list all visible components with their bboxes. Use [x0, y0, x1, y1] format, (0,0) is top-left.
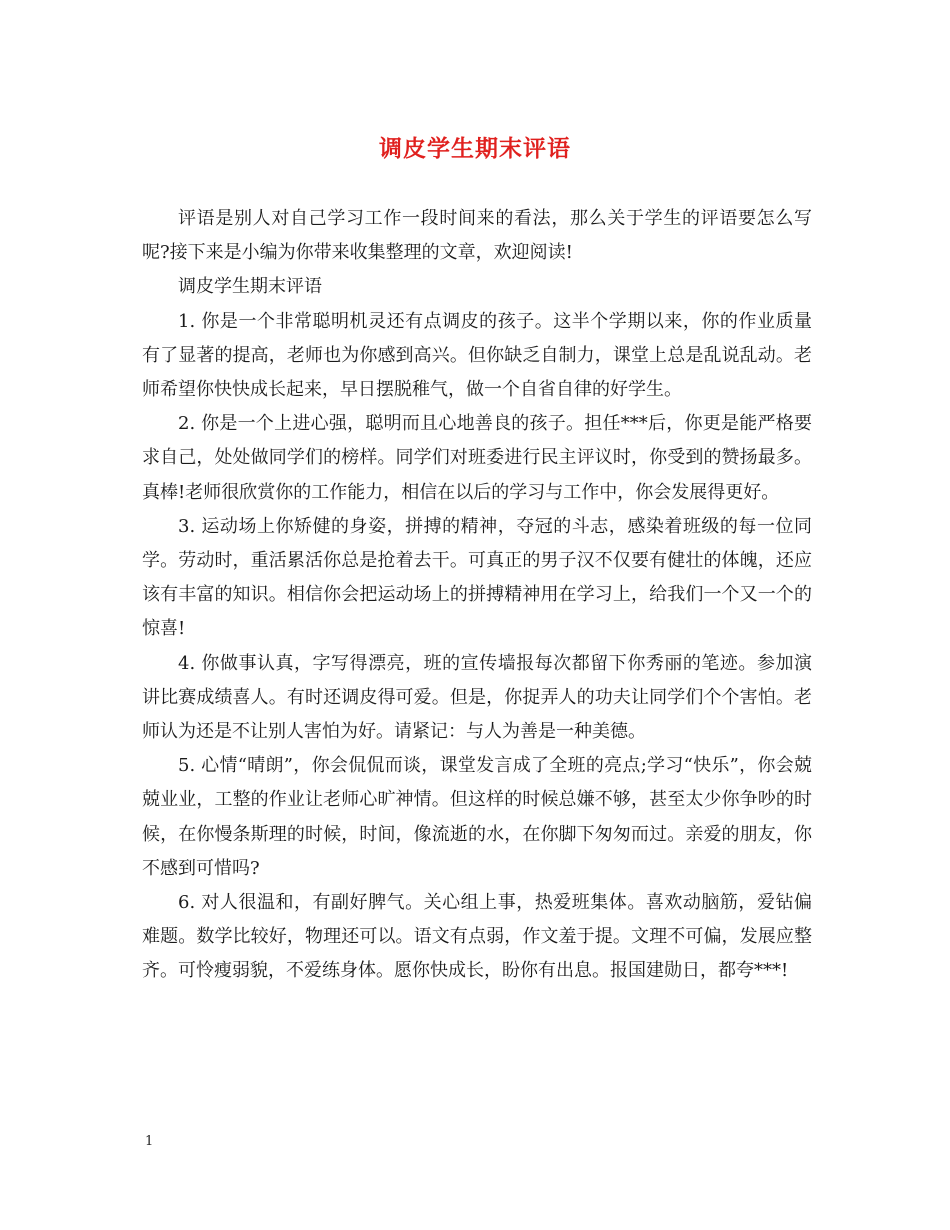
comment-paragraph-1: 1. 你是一个非常聪明机灵还有点调皮的孩子。这半个学期以来，你的作业质量有了显著的提高，老师也为你感到高兴。但你缺乏自制力，课堂上总是乱说乱动。老师希望你快快成长起来，早日摆脱稚气，做一个自省自律的好学生。 — [142, 310, 812, 401]
comment-paragraph-2: 2. 你是一个上进心强，聪明而且心地善良的孩子。担任***后，你更是能严格要求自己，处处做同学们的榜样。同学们对班委进行民主评议时，你受到的赞扬最多。真棒!老师很欣赏你的工作能力，相信在以后的学习与工作中，你会发展得更好。 — [142, 413, 812, 503]
comment-paragraph-5: 5. 心情“晴朗”，你会侃侃而谈，课堂发言成了全班的亮点;学习“快乐”，你会兢兢业业，工整的作业让老师心旷神情。但这样的时候总嫌不够，甚至太少你争吵的时候，在你慢条斯理的时候，时间，像流逝的水，在你脚下匆匆而过。亲爱的朋友，你不感到可惜吗? — [142, 755, 812, 879]
page-number: 1 — [145, 1134, 154, 1149]
comment-paragraph-6: 6. 对人很温和，有副好脾气。关心组上事，热爱班集体。喜欢动脑筋，爱钻偏难题。数学比较好，物理还可以。语文有点弱，作文羞于提。文理不可偏，发展应整齐。可怜瘦弱貌，不爱练身体。愿你快成长，盼你有出息。报国建勋日，都夸***! — [142, 892, 812, 982]
document-body — [142, 202, 812, 989]
intro-paragraph: 评语是别人对自己学习工作一段时间来的看法，那么关于学生的评语要怎么写呢?接下来是小编为你带来收集整理的文章，欢迎阅读! — [142, 208, 812, 264]
comment-paragraph-3: 3. 运动场上你矫健的身姿，拼搏的精神，夺冠的斗志，感染着班级的每一位同学。劳动时，重活累活你总是抢着去干。可真正的男子汉不仅要有健壮的体魄，还应该有丰富的知识。相信你会把运动场上的拼搏精神用在学习上，给我们一个又一个的惊喜! — [142, 515, 812, 640]
document-title: 调皮学生期末评语 — [379, 135, 571, 162]
section-heading: 调皮学生期末评语 — [178, 276, 322, 298]
comment-paragraph-4: 4. 你做事认真，字写得漂亮，班的宣传墙报每次都留下你秀丽的笔迹。参加演讲比赛成绩喜人。有时还调皮得可爱。但是，你捉弄人的功夫让同学们个个害怕。老师认为还是不让别人害怕为好。请紧记：与人为善是一种美德。 — [142, 652, 812, 743]
